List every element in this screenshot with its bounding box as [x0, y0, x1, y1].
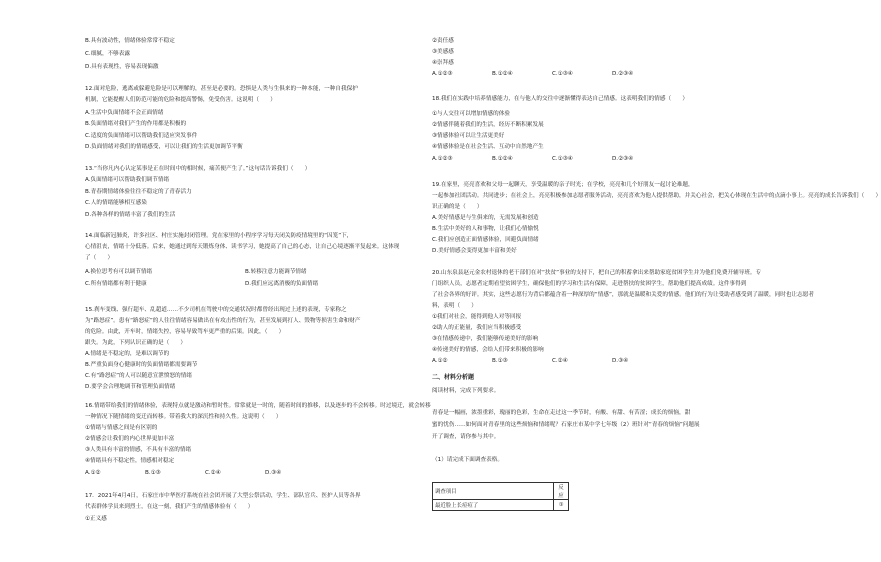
q20-stem-line2: 门组织人员，志愿者定期看望贫困学生，确保他们的学习和生活有保障，走进帮扶的贫困学生，帮助他们提高成绩。这件事得到 [432, 281, 747, 287]
q16-choice-c: C.②④ [205, 470, 221, 476]
q15-stem-line2: 为“路怒症”。患有“路怒症”的人往往情绪容易做出在有攻击性的行为，甚至发展到打人、毁物等损害生命和财产 [85, 318, 361, 324]
survey-row [433, 500, 569, 511]
q11-option-d: D.具有表现性，容易表现偏激 [85, 64, 159, 70]
q12-stem-line2: 机制，它能提醒人们防范可能的危险和提高警惕，免受伤害。这说明（ ） [85, 97, 276, 103]
survey-row-item: 最近脸上长痘痘了 [433, 500, 554, 511]
q18-item-1: ①与人交往可以增加情感的体验 [432, 111, 511, 117]
q19-option-d: D.美好情感会变得更加丰富和美好 [432, 248, 517, 254]
q12-stem-line1: 12.面对危险，逃离或躲避危险是可以理解的，甚至是必要的。恐惧是人类与生俱来的一种本能，一种自我保护 [85, 86, 358, 92]
q20-item-4: ④传递美好的情感，会给人们带来积极的影响 [432, 347, 544, 353]
q14-stem-line3: 了（ ） [85, 255, 114, 261]
q11-option-b: B.具有波动性，情绪体验常常不稳定 [85, 38, 175, 44]
survey-header-response: 反应 [554, 483, 569, 500]
q16-item-4: ④情绪具有不稳定性，情感相对稳定 [85, 458, 175, 464]
q12-option-c: C.适度的负面情绪可以帮助我们适应突发事件 [85, 133, 198, 139]
q15-option-c: C.有“路怒症”的人可以随意宣泄愤怒的情绪 [85, 373, 192, 379]
q13-option-d: D.各种各样的情绪丰富了我们的生活 [85, 212, 176, 218]
q20-choice-a: A.①② [432, 358, 448, 364]
q20-item-3: ③在情感传递中，我们能够传递美好的影响 [432, 336, 539, 342]
q17-choice-a: A.①②③ [432, 71, 453, 77]
q13-option-b: B.青春期情绪体验往往不稳定的了青春活力 [85, 189, 192, 195]
q20-stem-line1: 20.山东泉县赵元金农村退休的老干部们在对“扶贫”事业的支持下，把自己的积蓄拿出来帮助家庭贫困学生并为他们免费开辅导班。专 [432, 270, 762, 276]
q14-stem-line2: 心情沮丧，情绪十分低落。后来，她通过到每天锻炼身体、读书学习，她提高了自己的心态，让自己心境逐渐平复起来。这体现 [85, 244, 400, 250]
q19-option-c: C.我们应创造正面情感体验，回避负面情绪 [432, 237, 539, 243]
q15-option-d: D.要学会合理地调节和管理负面情绪 [85, 384, 176, 390]
q15-stem-line3: 的危险。由此，开车时，情绪失控，容易导致驾车更严重的后果。因此，（ ） [85, 329, 285, 335]
q20-choice-c: C.②④ [552, 358, 568, 364]
q12-option-a: A.生活中负面情绪不会正面情绪 [85, 110, 164, 116]
q18-stem: 18.我们在实践中培养情感能力，在与他人的交往中逐渐懂得表达自己情感。这表明我们的情感（ ） [432, 96, 688, 102]
q15-stem-line1: 15.刹车变线、强行超车、乱超道……不少司机在驾驶中的交通状况时都曾经出现过上述的表现，专家称之 [85, 307, 347, 313]
material-text-line3: 开了调查，请你参与其中。 [432, 434, 500, 440]
q17-choice-c: C.①③④ [552, 71, 573, 77]
q16-item-3: ③人类具有丰富的情感，不具有丰富的情绪 [85, 447, 192, 453]
q12-option-b: B.负面情绪对我们产生的作用都是积极的 [85, 121, 187, 127]
q18-item-3: ③情感体验可以让生活更美好 [432, 133, 505, 139]
q16-stem-line1: 16.情绪带给我们的情绪体验，表现特点就是激动和暂时性。常常就是一时的，随着时间的推移，以及逐步的不会转移。时过境迁，就会转移 [85, 403, 431, 409]
q17-stem-line2: 代表群体学员来到烈士，在这一刻，我们产生的情感体验有（ ） [85, 504, 254, 510]
q18-choice-c: C.①③④ [552, 156, 573, 162]
q13-option-a: A.负面情绪可以帮助我们调节情绪 [85, 177, 170, 183]
q18-item-2: ②情感伴随着我们的生活，经历不断积累发展 [432, 122, 544, 128]
q16-choice-d: D.③④ [265, 470, 282, 476]
q16-choice-a: A.①② [85, 470, 101, 476]
q19-stem-line3: 识正确的是（ ） [432, 204, 483, 210]
q13-option-c: C.人的情绪能够相互感染 [85, 200, 147, 206]
q19-stem-line1: 19.在家里，亮亮喜欢和父母一起聊天，享受温暖的亲子时光；在学校，亮亮和几个好朋友一起讨论难题， [432, 182, 694, 188]
q18-choice-d: D.②③④ [612, 156, 634, 162]
q19-stem-line2: 一起参加社团活动。共同进步；在社会上，亮亮积极参加志愿者服务活动，亮亮喜欢为他人提供帮助，并关心社会，把关心体现在生活中的点滴小事上。亮亮的成长告诉我们（ ） [432, 193, 881, 199]
q20-item-2: ②助人的正能量，我们应当积极感受 [432, 325, 522, 331]
q20-stem-line4: 料，表明（ ） [432, 303, 477, 309]
survey-header-row [433, 483, 569, 500]
survey-header-item: 调查项目 [433, 483, 554, 500]
q17-choice-d: D.②③④ [612, 71, 634, 77]
q14-option-b: B.转移注意力能调节情绪 [245, 269, 307, 275]
q20-item-1: ①我们对社会，能得到他人对等回报 [432, 314, 522, 320]
q12-option-d: D.负面情绪对我们的情绪感受，可以让我们的生活更加调节平衡 [85, 144, 243, 150]
q19-option-b: B.生活中美好的人和事物，让我们心情愉悦 [432, 226, 539, 232]
q19-option-a: A.美好情感是与生俱来的，无需发展和创造 [432, 215, 539, 221]
q17-item-4: ④崇拜感 [432, 60, 454, 66]
q20-choice-d: D.③④ [612, 358, 629, 364]
q18-choice-a: A.①②③ [432, 156, 453, 162]
task-instruction: （1）请完成下面调查表格。 [432, 457, 503, 463]
survey-table [432, 482, 569, 511]
q16-stem-line2: 一种情况下随情绪的变迁而转移。带着我大的深沉性和持久性。这说明（ ） [85, 414, 282, 420]
q13-stem: 13.“当你凡内心认定某事是正在时间中的相时候，痛苦便产生了。”这句话告诉我们（ ） [85, 166, 311, 172]
survey-row-response: ① [554, 500, 569, 511]
q14-option-c: C.所有情绪都有利于健康 [85, 281, 147, 287]
q17-choice-b: B.①②④ [492, 71, 513, 77]
q17-item-3: ③美感感 [432, 49, 454, 55]
material-intro: 阅读材料，完成下列要求。 [432, 388, 500, 394]
section-heading: 二、材料分析题 [432, 374, 475, 381]
material-text-line1: 青春是一幅画，浓墨重彩，瑰丽的色彩，生命在走过这一季节时，有酸、有甜、有苦涩；成长的烦恼，甜 [432, 410, 691, 416]
q16-item-1: ①情绪与情感之间是有区别的 [85, 425, 158, 431]
q18-item-4: ④情感体验是在社会生活、互动中自然地产生 [432, 144, 544, 150]
q16-choice-b: B.①③ [145, 470, 161, 476]
q18-choice-b: B.①②④ [492, 156, 513, 162]
q20-choice-b: B.①③ [492, 358, 508, 364]
q16-item-2: ②情感会让我们的内心世界更加丰富 [85, 436, 175, 442]
q17-item-2: ②责任感 [432, 38, 454, 44]
q15-option-b: B.严重负面身心健康时的负面情绪都需要调节 [85, 362, 198, 368]
q17-stem-line1: 17．2021年4月4日，石家庄市中华医疗系统在社会团开展了大型公祭活动，学生、部队官兵、医护人员等各界 [85, 493, 361, 499]
q14-stem-line1: 14.面临新冠肺炎，许多社区、村庄实施封闭管理。党在家里的小程序学习每天闭关防疫情境里的“囚笼”下， [85, 233, 353, 239]
q15-stem-line4: 跟失。为此，下列认识正确的是（ ） [85, 340, 187, 346]
q14-option-a: A.换位思考有可以调节情绪 [85, 269, 153, 275]
q14-option-d: D.我们应远离消极的负面情绪 [245, 281, 319, 287]
q17-item-1: ①正义感 [85, 516, 107, 522]
q15-option-a: A.情绪是不稳定的，是难以调节的 [85, 351, 170, 357]
q20-stem-line3: 了社会各界的好评。其实，这些志愿行为背后都蕴含着一种深厚的“情感”，那就是温暖和关爱的情感。他们的行为让受助者感受到了温暖，同时也让志愿者 [432, 292, 814, 298]
material-text-line2: 蜜的忧伤……如何面对青春里的这些烦恼和情绪呢？石家庄市某中学七年级（2）班针对“青春的烦恼”问题展 [432, 422, 700, 428]
q11-option-c: C.细腻，不够表露 [85, 51, 131, 57]
